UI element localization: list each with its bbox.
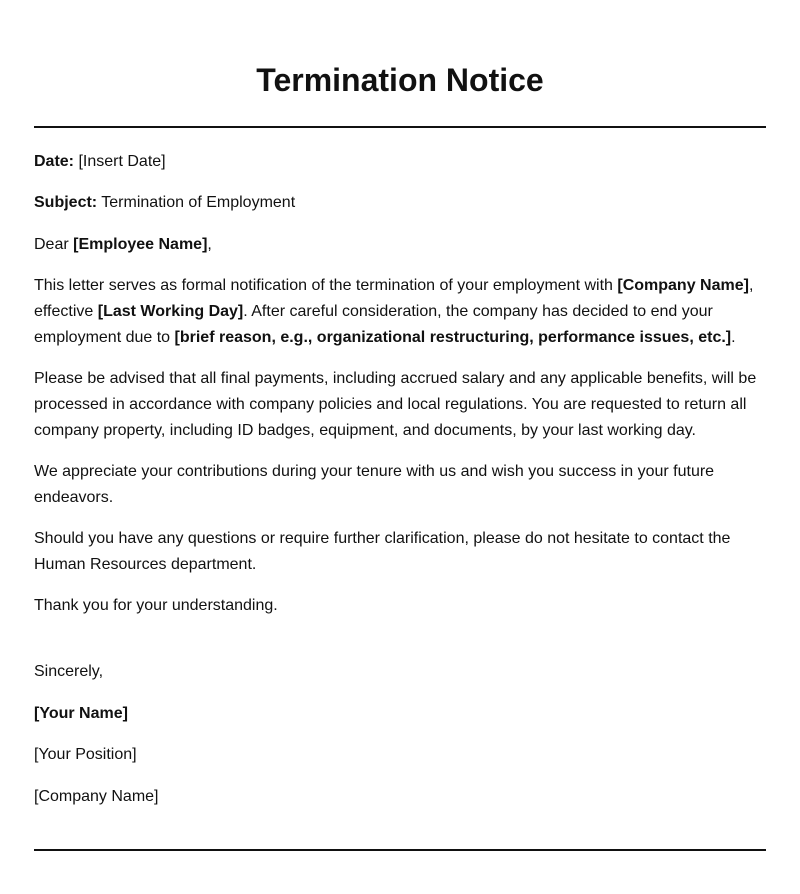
date-line xyxy=(34,149,769,175)
paragraph-text: This letter serves as formal notification of the termination of your employment with xyxy=(34,277,618,294)
subject-value: Termination of Employment xyxy=(97,194,296,211)
paragraph-thanks: Thank you for your understanding. xyxy=(34,597,278,614)
paragraph-text: . xyxy=(731,329,736,346)
company-name-placeholder: [Company Name] xyxy=(617,277,749,294)
date-value: [Insert Date] xyxy=(74,153,166,170)
signature-position: [Your Position] xyxy=(34,746,137,763)
bottom-divider xyxy=(34,849,766,851)
salutation-prefix: Dear xyxy=(34,236,74,253)
reason-placeholder: [brief reason, e.g., organizational restructuring, performance issues, etc.] xyxy=(174,329,732,346)
date-label: Date: xyxy=(34,153,75,170)
employee-name: [Employee Name] xyxy=(73,236,208,253)
salutation xyxy=(34,232,769,258)
subject-label: Subject: xyxy=(34,194,98,211)
paragraph-appreciation: We appreciate your contributions during your tenure with us and wish you success in your future endeavors. xyxy=(34,463,715,506)
paragraph-payments: Please be advised that all final payments, including accrued salary and any applicable benefits, will be processed in accordance with company policies and local regulations. You are requested to return all company property, including ID badges, equipment, and documents, by your last working day. xyxy=(34,370,757,439)
subject-line xyxy=(34,190,769,216)
document-title: Termination Notice xyxy=(256,62,544,98)
signature-company: [Company Name] xyxy=(34,788,159,805)
paragraph-text: . After careful consideration, the company has decided to end your employment due to xyxy=(34,303,713,346)
last-working-day-placeholder: [Last Working Day] xyxy=(97,303,244,320)
paragraph-questions: Should you have any questions or require further clarification, please do not hesitate to contact the Human Resources department. xyxy=(34,530,731,573)
paragraph-text: , effective xyxy=(34,277,754,320)
top-divider xyxy=(34,126,766,128)
signature-name: [Your Name] xyxy=(34,705,128,722)
paragraph-termination xyxy=(34,273,769,351)
salutation-suffix: , xyxy=(207,236,212,253)
closing: Sincerely, xyxy=(34,663,104,680)
